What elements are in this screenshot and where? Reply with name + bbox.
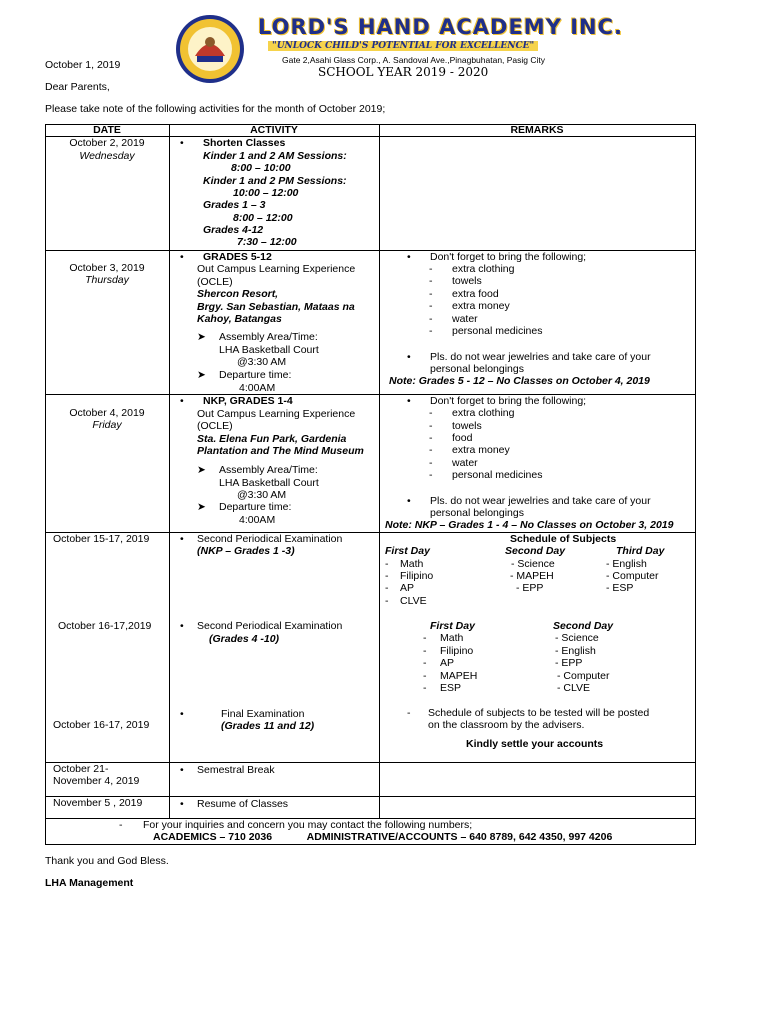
day-heading: First Day [430, 620, 475, 632]
header-remarks: REMARKS [510, 124, 564, 136]
dash-icon: - [429, 407, 433, 419]
row3-line: Plantation and The Mind Museum [197, 445, 364, 457]
dash-icon: - [429, 457, 433, 469]
dash-icon: - [429, 420, 433, 432]
list-item: extra food [452, 288, 499, 300]
bullet-icon: • [407, 495, 411, 507]
arrow-icon: ➤ [197, 331, 206, 343]
row5-date: November 4, 2019 [53, 775, 140, 787]
arrow-icon: ➤ [197, 501, 206, 513]
row2-assembly: Assembly Area/Time: [219, 331, 318, 343]
subject: AP [440, 657, 455, 669]
intro-text: Please take note of the following activities for the month of October 2019; [45, 103, 386, 115]
row3-assembly: LHA Basketball Court [219, 477, 319, 489]
row4-activity-c: Final Examination [221, 708, 305, 720]
letter-date: October 1, 2019 [45, 59, 121, 71]
row4-activity-b: Second Periodical Examination [197, 620, 343, 632]
academy-motto: "UNLOCK CHILD'S POTENTIAL FOR EXCELLENCE" [268, 41, 538, 51]
row3-assembly: @3:30 AM [237, 489, 287, 501]
academy-name: LORD'S HAND ACADEMY INC. [258, 15, 623, 39]
subject: - EPP [516, 582, 544, 594]
row4-remarks-note: Kindly settle your accounts [466, 738, 604, 750]
academy-address: Gate 2,Asahi Glass Corp., A. Sandoval Ave.,Pinagbuhatan, Pasig City [282, 55, 546, 65]
dash-icon: - [429, 313, 433, 325]
row1-title: Shorten Classes [203, 137, 286, 149]
bullet-icon: • [180, 708, 184, 720]
row1-line: 10:00 – 12:00 [233, 187, 299, 199]
row1-line: Grades 1 – 3 [203, 199, 266, 211]
subject: - Computer [557, 670, 610, 682]
row2-line: Brgy. San Sebastian, Mataas na [197, 301, 355, 313]
bullet-icon: • [180, 251, 184, 263]
row2-departure: 4:00AM [239, 382, 276, 394]
activities-table [45, 124, 695, 844]
contact-numbers: ACADEMICS – 710 2036 ADMINISTRATIVE/ACCOUNTS – 640 8789, 642 4350, 997 4206 [153, 831, 613, 843]
row1-line: 7:30 – 12:00 [237, 236, 297, 248]
bullet-icon: • [180, 798, 184, 810]
row2-day: Thursday [85, 274, 129, 286]
row1-line: Kinder 1 and 2 PM Sessions: [203, 175, 347, 187]
subject: CLVE [400, 595, 427, 607]
row1-line: Kinder 1 and 2 AM Sessions: [203, 150, 347, 162]
dash-icon: - [429, 432, 433, 444]
bullet-icon: • [180, 137, 184, 149]
row4-date-c: October 16-17, 2019 [53, 719, 150, 731]
dash-icon: - [429, 288, 433, 300]
row1-line: Grades 4-12 [203, 224, 264, 236]
header-date: DATE [93, 124, 121, 136]
row2-title: GRADES 5-12 [203, 251, 272, 263]
row1-date: October 2, 2019 [69, 137, 145, 149]
subject: Math [440, 632, 464, 644]
dash-icon: - [423, 657, 427, 669]
day-heading: Third Day [616, 545, 665, 557]
list-item: towels [452, 275, 482, 287]
dash-icon: - [429, 275, 433, 287]
school-year: SCHOOL YEAR 2019 - 2020 [318, 65, 489, 79]
subject: - Science [511, 558, 555, 570]
dash-icon: - [423, 632, 427, 644]
row2-line: (OCLE) [197, 276, 233, 288]
subject: Filipino [440, 645, 474, 657]
dash-icon: - [423, 645, 427, 657]
dash-icon: - [119, 819, 123, 831]
list-item: personal medicines [452, 325, 543, 337]
dash-icon: - [385, 595, 389, 607]
subject: Filipino [400, 570, 434, 582]
list-item: extra money [452, 444, 510, 456]
row4-activity-b: (Grades 4 -10) [209, 633, 280, 645]
day-heading: First Day [385, 545, 430, 557]
dash-icon: - [423, 682, 427, 694]
row3-remarks-intro: Don't forget to bring the following; [430, 395, 587, 407]
row4-remarks-note: on the classroom by the advisers. [428, 719, 585, 731]
row3-remarks-note: personal belongings [430, 507, 524, 519]
list-item: extra clothing [452, 407, 515, 419]
row1-day: Wednesday [79, 150, 135, 162]
row3-line: (OCLE) [197, 420, 233, 432]
subject: - Computer [606, 570, 659, 582]
schedule-title: Schedule of Subjects [510, 533, 617, 545]
row2-line: Out Campus Learning Experience [197, 263, 356, 275]
day-heading: Second Day [505, 545, 566, 557]
subject: ESP [440, 682, 462, 694]
dash-icon: - [423, 670, 427, 682]
list-item: food [452, 432, 473, 444]
signature: LHA Management [45, 877, 134, 889]
list-item: extra clothing [452, 263, 515, 275]
closing-text: Thank you and God Bless. [45, 855, 169, 867]
row3-assembly: Assembly Area/Time: [219, 464, 318, 476]
row4-activity-c: (Grades 11 and 12) [221, 720, 315, 732]
row2-line: Kahoy, Batangas [197, 313, 282, 325]
contact-intro: For your inquiries and concern you may contact the following numbers; [143, 819, 473, 831]
row3-title: NKP, GRADES 1-4 [203, 395, 293, 407]
row3-departure: Departure time: [219, 501, 292, 513]
list-item: water [452, 457, 478, 469]
bullet-icon: • [180, 764, 184, 776]
list-item: extra money [452, 300, 510, 312]
day-heading: Second Day [553, 620, 614, 632]
dash-icon: - [385, 582, 389, 594]
subject: Math [400, 558, 424, 570]
row4-activity-a: Second Periodical Examination [197, 533, 343, 545]
subject: - EPP [555, 657, 583, 669]
dash-icon: - [385, 570, 389, 582]
row3-line: Sta. Elena Fun Park, Gardenia [197, 433, 347, 445]
subject: AP [400, 582, 415, 594]
salutation: Dear Parents, [45, 81, 110, 93]
subject: - Science [555, 632, 599, 644]
subject: - CLVE [557, 682, 591, 694]
bullet-icon: • [407, 251, 411, 263]
dash-icon: - [429, 444, 433, 456]
row3-date: October 4, 2019 [69, 407, 145, 419]
subject: - ESP [606, 582, 634, 594]
row2-remarks-note: Note: Grades 5 - 12 – No Classes on October 4, 2019 [389, 375, 650, 387]
row1-line: 8:00 – 12:00 [233, 212, 293, 224]
subject: MAPEH [440, 670, 478, 682]
row2-date: October 3, 2019 [69, 262, 145, 274]
row2-assembly: @3:30 AM [237, 356, 287, 368]
arrow-icon: ➤ [197, 369, 206, 381]
row2-departure: Departure time: [219, 369, 292, 381]
subject: - English [606, 558, 647, 570]
row3-day: Friday [92, 419, 122, 431]
bullet-icon: • [407, 351, 411, 363]
row5-activity: Semestral Break [197, 764, 275, 776]
row4-activity-a: (NKP – Grades 1 -3) [197, 545, 295, 557]
dash-icon: - [429, 325, 433, 337]
row4-date-a: October 15-17, 2019 [53, 533, 150, 545]
row2-remarks-note: personal belongings [430, 363, 524, 375]
header-activity: ACTIVITY [250, 124, 298, 136]
row4-date-b: October 16-17,2019 [58, 620, 152, 632]
row1-line: 8:00 – 10:00 [231, 162, 291, 174]
dash-icon: - [385, 558, 389, 570]
row3-line: Out Campus Learning Experience [197, 408, 356, 420]
row3-remarks-note: Pls. do not wear jewelries and take care of your [430, 495, 651, 507]
list-item: personal medicines [452, 469, 543, 481]
row3-departure: 4:00AM [239, 514, 276, 526]
row2-remarks-intro: Don't forget to bring the following; [430, 251, 587, 263]
bullet-icon: • [180, 533, 184, 545]
dash-icon: - [429, 469, 433, 481]
list-item: water [452, 313, 478, 325]
bullet-icon: • [180, 620, 184, 632]
row2-remarks-note: Pls. do not wear jewelries and take care of your [430, 351, 651, 363]
dash-icon: - [407, 707, 411, 719]
dash-icon: - [429, 263, 433, 275]
arrow-icon: ➤ [197, 464, 206, 476]
list-item: towels [452, 420, 482, 432]
row2-assembly: LHA Basketball Court [219, 344, 319, 356]
row4-remarks-note: Schedule of subjects to be tested will be posted [428, 707, 650, 719]
academy-logo [175, 14, 245, 84]
dash-icon: - [429, 300, 433, 312]
row2-line: Shercon Resort, [197, 288, 279, 300]
row6-activity: Resume of Classes [197, 798, 289, 810]
row6-date: November 5 , 2019 [53, 797, 143, 809]
row5-date: October 21- [53, 763, 109, 775]
bullet-icon: • [407, 395, 411, 407]
bullet-icon: • [180, 395, 184, 407]
subject: - MAPEH [510, 570, 554, 582]
subject: - English [555, 645, 596, 657]
row3-remarks-note: Note: NKP – Grades 1 - 4 – No Classes on October 3, 2019 [385, 519, 674, 531]
